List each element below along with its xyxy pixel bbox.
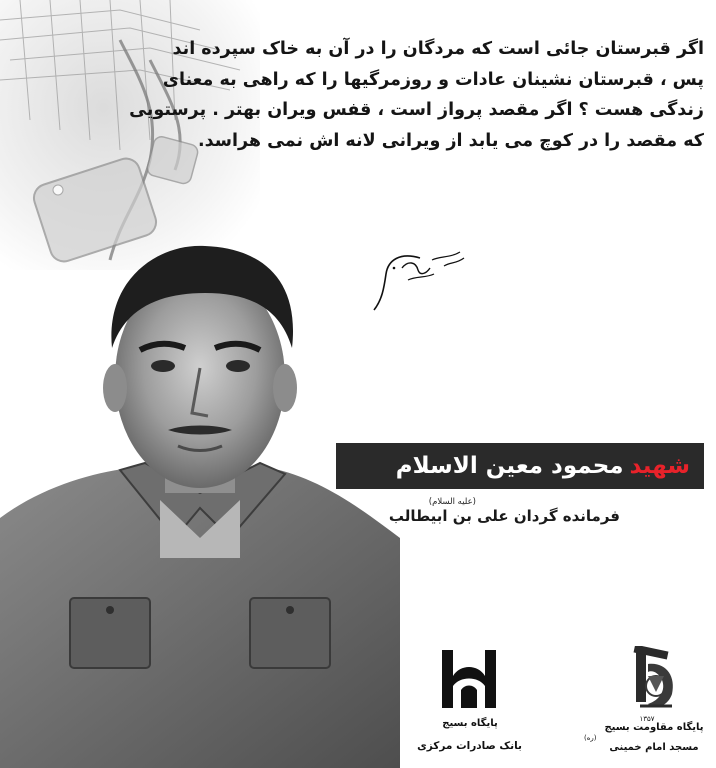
martyr-portrait-photo <box>0 238 400 768</box>
role-honorific: (علیه السلام) <box>428 497 476 507</box>
logo-right-line1: پایگاه مقاومت بسیج <box>604 722 704 733</box>
martyr-prefix: شهید <box>629 453 690 479</box>
logo-right-year: ۱۳۵۷ <box>639 715 655 723</box>
bank-saderat-logo-icon <box>434 650 504 708</box>
martyr-name-banner <box>336 443 704 489</box>
martyr-name: محمود معین الاسلام <box>395 453 624 479</box>
quote-line: پس ، قبرستان نشینان عادات و روزمرگیها را که راهی به معنای <box>162 69 704 90</box>
quote-line: اگر قبرستان جائی است که مردگان را در آن به خاک سپرده اند <box>172 39 704 59</box>
martyr-role: فرمانده گردان علی بن ابیطالب <box>388 507 620 525</box>
logo-left-line2: بانک صادرات مرکزی <box>417 740 522 752</box>
sepah-emblem-icon <box>626 646 686 716</box>
logo-right-superscript: (ره) <box>584 734 597 742</box>
quote-line: زندگی هست ؟ اگر مقصد پرواز است ، قفس ویران بهتر . پرستویی <box>129 100 704 120</box>
logo-left-line1: پایگاه بسیج <box>442 718 498 729</box>
quote-block <box>129 34 704 156</box>
quote-line: که مقصد را در کوچ می یابد از ویرانی لانه اش نمی هراسد. <box>198 130 704 151</box>
logo-right-line2: مسجد امام خمینی <box>609 742 699 753</box>
